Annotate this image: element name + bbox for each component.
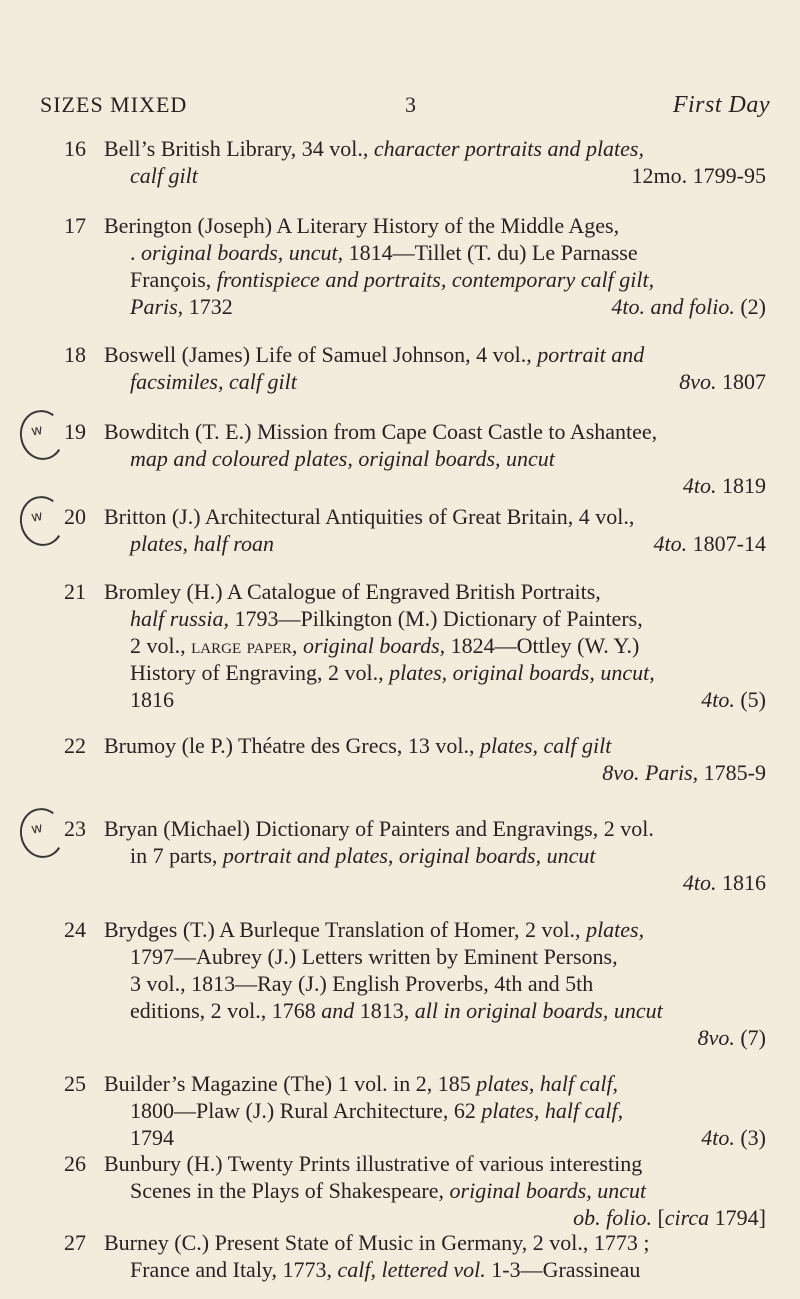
lot-number: 22 (64, 733, 86, 758)
page-number: 3 (405, 92, 417, 117)
lot-line: Bell’s British Library, 34 vol., character portraits and plates, (104, 136, 644, 161)
header-section-title: SIZES MIXED (40, 92, 188, 117)
lot-number: 18 (64, 342, 86, 367)
lot-description: Boswell (James) Life of Samuel Johnson, 4 vol., portrait and facsimiles, calf gilt 8vo. 1807 (104, 342, 766, 394)
lot-number: 25 (64, 1071, 86, 1096)
lot-description: Bromley (H.) A Catalogue of Engraved British Portraits, half russia, 1793—Pilkington (M.) Dictionary of Painters, 2 vol., large paper, original boards, 1824—Ottley (W. Y.) History of Engraving, 2 vol., plates, original boards, uncut, 1816 4to. (5) (104, 579, 766, 712)
lot-number: 19 (64, 419, 86, 444)
lot-description: Burney (C.) Present State of Music in Germany, 2 vol., 1773 ; France and Italy, 1773, calf, lettered vol. 1-3—Grassineau (104, 1230, 650, 1282)
lot-number: 26 (64, 1151, 86, 1176)
lot-number: 23 (64, 816, 86, 841)
marginal-circle-mark: w (16, 493, 68, 550)
lot-number: 17 (64, 213, 86, 238)
lot-description: Builder’s Magazine (The) 1 vol. in 2, 185 plates, half calf, 1800—Plaw (J.) Rural Architecture, 62 plates, half calf, 1794 4to. (3) (104, 1071, 766, 1150)
lot-number: 27 (64, 1230, 86, 1255)
lot-number: 16 (64, 136, 86, 161)
lot-number: 21 (64, 579, 86, 604)
lot-number: 24 (64, 917, 86, 942)
lot-line: calf gilt 12mo. 1799-95 (130, 163, 766, 188)
lot-description: Bryan (Michael) Dictionary of Painters and Engravings, 2 vol. in 7 parts, portrait and plates, original boards, uncut 4to. 1816 (104, 816, 766, 895)
lot-description: Berington (Joseph) A Literary History of the Middle Ages, . original boards, uncut, 1814—Tillet (T. du) Le Parnasse François, frontispiece and portraits, contemporary calf gilt, Paris, 1732 4to. and folio. (2) (104, 213, 766, 319)
lot-description: Brumoy (le P.) Théatre des Grecs, 13 vol., plates, calf gilt 8vo. Paris, 1785-9 (104, 733, 766, 785)
lot-description: Britton (J.) Architectural Antiquities of Great Britain, 4 vol., plates, half roan 4to. 1807-14 (104, 504, 766, 556)
lot-description: Brydges (T.) A Burleque Translation of Homer, 2 vol., plates, 1797—Aubrey (J.) Letters written by Eminent Persons, 3 vol., 1813—Ray (J.) English Proverbs, 4th and 5th editions, 2 vol., 1768 and 1813, all in original boards, uncut 8vo. (7) (104, 917, 766, 1050)
lot-number: 20 (64, 504, 86, 529)
lot-description: Bowditch (T. E.) Mission from Cape Coast Castle to Ashantee, map and coloured plates, original boards, uncut 4to. 1819 (104, 419, 766, 498)
lot-description (104, 135, 766, 189)
header-day-title: First Day (672, 92, 770, 118)
marginal-circle-mark: w (16, 407, 68, 464)
lot-description: Bunbury (H.) Twenty Prints illustrative of various interesting Scenes in the Plays of Shakespeare, original boards, uncut ob. folio. [circa 1794] (104, 1151, 766, 1230)
marginal-circle-mark: w (16, 805, 68, 862)
